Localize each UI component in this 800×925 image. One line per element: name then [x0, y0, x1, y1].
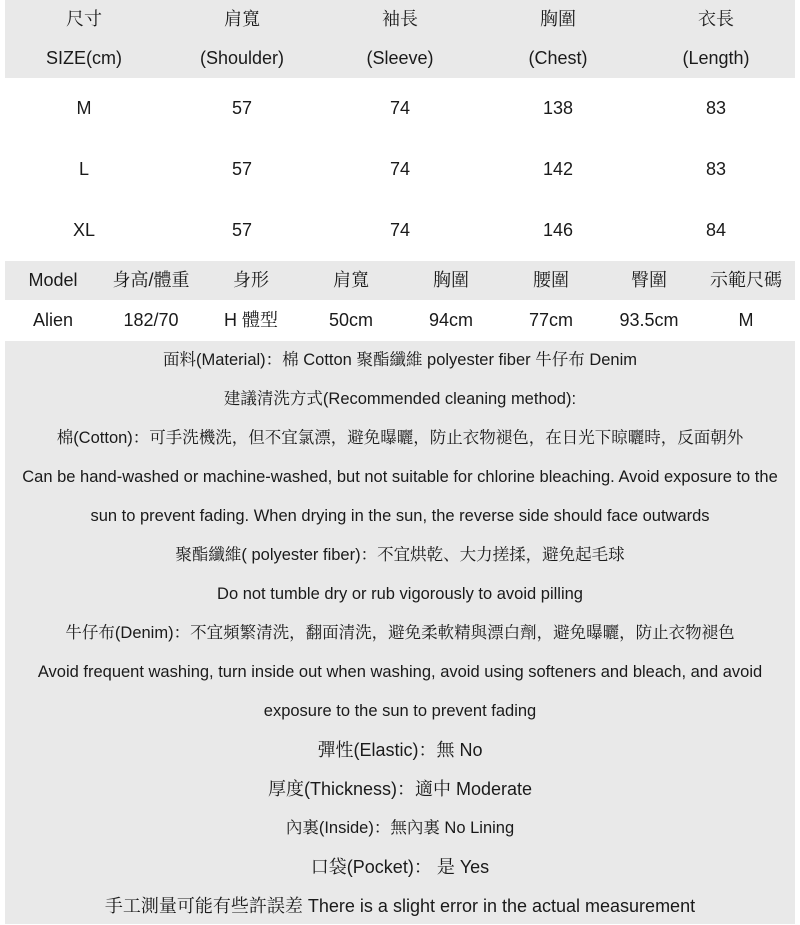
model-header-waist: 腰圍: [533, 270, 569, 290]
chest-value: 142: [542, 159, 574, 179]
table-row: [5, 200, 795, 261]
size-header-chest-en: (Chest): [528, 48, 588, 68]
model-header-shoulder: 肩寬: [333, 270, 369, 290]
size-header-shoulder-cn: 肩寬: [224, 9, 260, 29]
denim-care-cn: 牛仔布(Denim)：不宜頻繁清洗，翻面清洗，避免柔軟精與漂白劑，避免曝曬，防止衣物褪色: [65, 624, 735, 642]
size-header-en-row: [5, 39, 795, 78]
cotton-care-cn: 棉(Cotton)：可手洗機洗，但不宜氯漂，避免曝曬，防止衣物褪色，在日光下晾曬時，反面朝外: [56, 429, 744, 447]
model-size-worn: M: [738, 310, 754, 330]
size-header-sleeve-en: (Sleeve): [366, 48, 434, 68]
sleeve-value: 74: [389, 159, 411, 179]
chest-value: 146: [542, 220, 574, 240]
table-row: [5, 139, 795, 200]
sleeve-value: 74: [389, 220, 411, 240]
size-header-length-cn: 衣長: [698, 9, 734, 29]
model-chest: 94cm: [428, 310, 473, 330]
sleeve-value: 74: [389, 98, 411, 118]
model-header-model: Model: [28, 270, 78, 290]
denim-care-en-1: Avoid frequent washing, turn inside out when washing, avoid using softeners and bleach, and avoid: [37, 663, 763, 681]
model-header-chest: 胸圍: [433, 270, 469, 290]
size-header-length-en: (Length): [682, 48, 750, 68]
cotton-care-en-1: Can be hand-washed or machine-washed, but not suitable for chlorine bleaching. Avoid exposure to the: [22, 468, 778, 486]
size-header-cn-row: [5, 0, 795, 39]
model-shoulder: 50cm: [328, 310, 373, 330]
material-line: 面料(Material)：棉 Cotton 聚酯纖維 polyester fiber 牛仔布 Denim: [162, 351, 638, 369]
cotton-care-en-2: sun to prevent fading. When drying in the sun, the reverse side should face outwards: [90, 507, 710, 525]
size-header-shoulder-en: (Shoulder): [199, 48, 285, 68]
shoulder-value: 57: [231, 220, 253, 240]
model-height-weight: 182/70: [123, 310, 179, 330]
cleaning-method-heading: 建議清洗方式(Recommended cleaning method):: [223, 390, 577, 408]
model-waist: 77cm: [528, 310, 573, 330]
size-table-body: [5, 78, 795, 261]
length-value: 83: [705, 98, 727, 118]
chest-value: 138: [542, 98, 574, 118]
size-header-size-en: SIZE(cm): [46, 48, 122, 68]
thickness-line: 厚度(Thickness)：適中 Moderate: [267, 779, 533, 799]
product-info-block: [5, 341, 795, 924]
size-label: L: [78, 159, 89, 179]
size-header-sleeve-cn: 袖長: [382, 9, 418, 29]
size-label: XL: [72, 220, 96, 240]
shoulder-value: 57: [231, 159, 253, 179]
polyester-care-en: Do not tumble dry or rub vigorously to avoid pilling: [217, 585, 583, 603]
model-name: Alien: [32, 310, 74, 330]
size-label: M: [76, 98, 92, 118]
size-header-size-cn: 尺寸: [66, 9, 102, 29]
size-table-header: [5, 0, 795, 78]
model-table-header: [5, 261, 795, 300]
pocket-line: 口袋(Pocket)： 是 Yes: [310, 857, 490, 877]
size-header-chest-cn: 胸圍: [540, 9, 576, 29]
measurement-note: 手工測量可能有些許誤差 There is a slight error in the actual measurement: [104, 896, 696, 916]
elastic-line: 彈性(Elastic)：無 No: [317, 740, 483, 760]
model-header-size-worn: 示範尺碼: [710, 270, 782, 290]
model-header-body-type: 身形: [233, 270, 269, 290]
lining-line: 內裏(Inside)：無內裏 No Lining: [285, 819, 515, 837]
model-table-row: [5, 300, 795, 341]
length-value: 84: [705, 220, 727, 240]
model-hip: 93.5cm: [619, 310, 679, 330]
shoulder-value: 57: [231, 98, 253, 118]
polyester-care-cn: 聚酯纖維( polyester fiber)：不宜烘乾、大力搓揉，避免起毛球: [175, 546, 625, 564]
table-row: [5, 78, 795, 139]
model-header-hip: 臀圍: [631, 270, 667, 290]
model-header-height-weight: 身高/體重: [112, 270, 190, 290]
model-body-type: H 體型: [224, 310, 278, 330]
length-value: 83: [705, 159, 727, 179]
denim-care-en-2: exposure to the sun to prevent fading: [263, 702, 537, 720]
